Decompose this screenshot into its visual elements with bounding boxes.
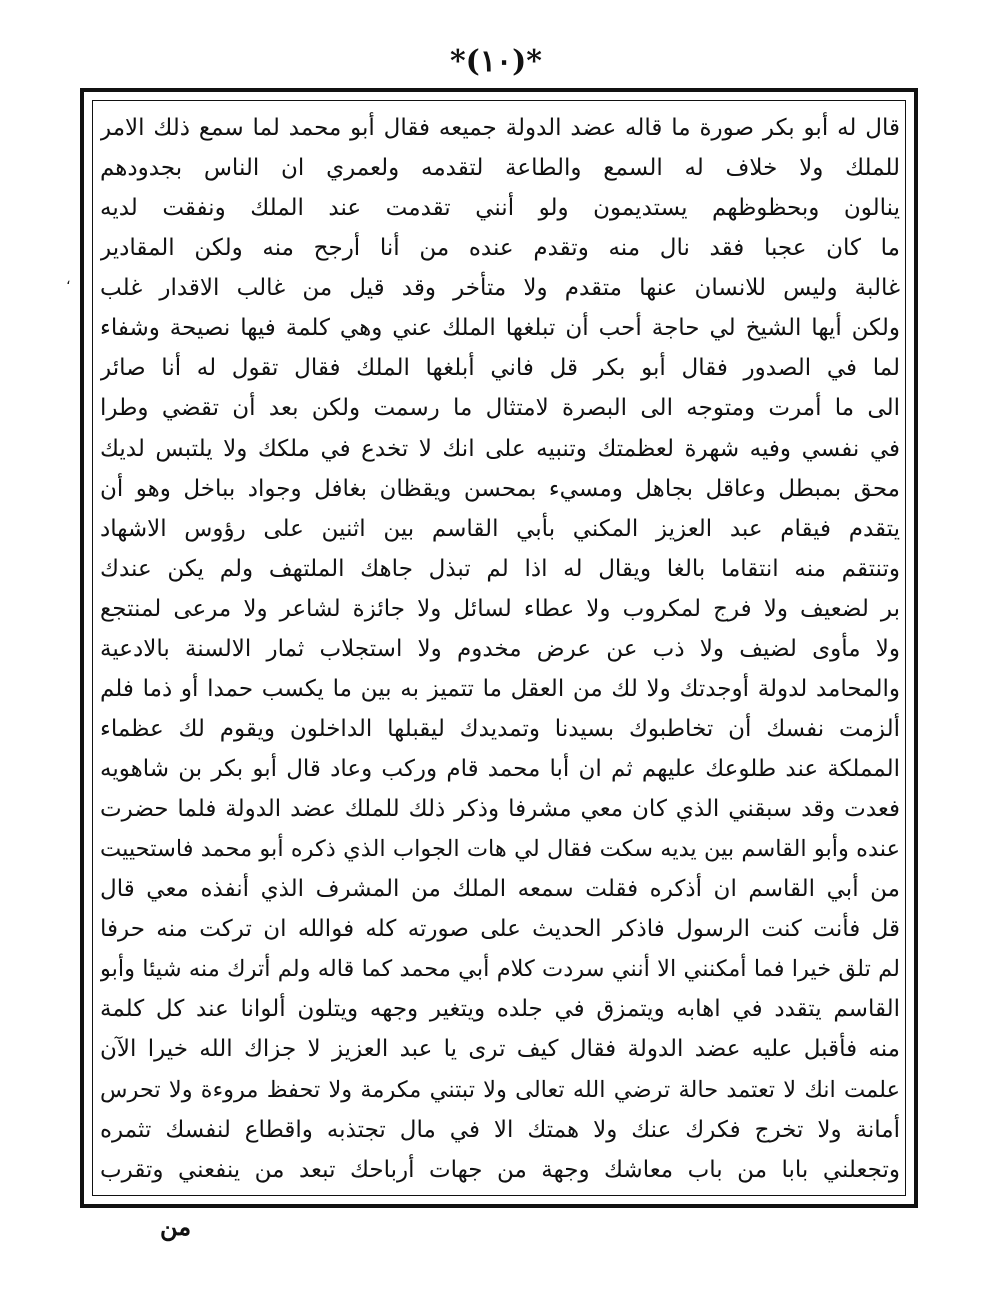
text-line: للملك ولا خلاف له السمع والطاعة لتقدمه ولعمري ان الناس بجدودهم bbox=[100, 155, 900, 182]
text-line: من أبي القاسم ان أذكره فقلت سمعه الملك من المشرف الذي أنفذه معي قال bbox=[100, 876, 900, 903]
text-line: لما في الصدور فقال أبو بكر قل فاني أبلغها الملك فقال تقول له أنا صائر bbox=[100, 355, 900, 382]
text-line: يتقدم فيقام عبد العزيز المكني بأبي القاسم بين اثنين على رؤوس الاشهاد bbox=[100, 515, 900, 542]
text-line: القاسم يتقدد في اهابه ويتمزق في جلده ويتغير وجهه ويتلون ألوانا عند كل كلمة bbox=[100, 996, 900, 1023]
body-text bbox=[100, 108, 900, 1190]
text-line: غالبة وليس للانسان عنها متقدم ولا متأخر وقد قيل من غالب الاقدار غلب bbox=[100, 275, 900, 302]
text-line: ما كان عجبا فقد نال منه وتقدم عنده من أنا أرجح منه ولكن المقادير bbox=[100, 235, 900, 262]
text-line: المملكة عند طلوعك عليهم ثم ان أبا محمد قام وركب وعاد قال أبو بكر بن شاهويه bbox=[100, 756, 900, 782]
text-line: قال له أبو بكر صورة ما قاله عضد الدولة جميعه فقال أبو محمد لما سمع ذلك الامر bbox=[100, 115, 900, 141]
text-line: منه فأقبل عليه عضد الدولة فقال كيف ترى يا عبد العزيز لا جزاك الله خيرا الآن bbox=[100, 1036, 900, 1063]
catchword: من bbox=[160, 1212, 192, 1241]
text-line: بر لضعيف ولا فرج لمكروب ولا عطاء لسائل ولا جائزة لشاعر ولا مرعى لمنتجع bbox=[100, 595, 900, 622]
text-line: قل فأنت كنت الرسول فاذكر الحديث على صورته كله فوالله ان تركت منه حرفا bbox=[100, 916, 900, 943]
text-line: محق بمبطل وعاقل بجاهل ومسيء بمحسن ويقظان بغافل وجواد بباخل وهو أن bbox=[100, 475, 900, 502]
text-line: ألزمت نفسك أن تخاطبوك بسيدنا وتمديدك ليقبلها الداخلون ويقوم لك عظماء bbox=[100, 715, 900, 742]
margin-mark: ، bbox=[66, 272, 71, 288]
text-line: عنده وأبو القاسم بين يديه سكت فقال لي هات الجواب الذي ذكره أبو محمد فاستحييت bbox=[100, 836, 900, 863]
text-line: فعدت وقد سبقني الذي كان معي مشرفا وذكر ذلك للملك عضد الدولة فلما حضرت bbox=[100, 796, 900, 823]
page-number: *(١٠)* bbox=[449, 44, 542, 79]
text-line: في نفسي وفيه شهرة لعظمتك وتنبيه على انك لا تخدع في ملكك ولا يلتبس لديك bbox=[100, 435, 900, 462]
text-line: الى ما أمرت ومتوجه الى البصرة لامتثال ما رسمت ولكن بعد أن تقضي وطرا bbox=[100, 395, 900, 422]
text-line: والمحامد لدولة أوجدتك ولا لك من العقل ما تتميز به بين ما يكسب حمدا أو ذما فلم bbox=[100, 675, 900, 702]
text-line: وتنتقم منه انتقاما بالغا ويقال له اذا لم تبذل جاهك الملتهف ولم يكن عندك bbox=[100, 555, 900, 582]
text-line: ولا مأوى لضيف ولا ذب عن عرض مخدوم ولا استجلاب ثمار الالسنة بالادعية bbox=[100, 635, 900, 662]
text-line: لم تلق خيرا فما أمكنني الا أنني سردت كلام أبي محمد كما قاله ولم أترك منه شيئا وأبو bbox=[100, 956, 900, 983]
text-line: ينالون وبحظوظهم يستديمون ولو أنني تقدمت عند الملك ونفقت لديه bbox=[100, 195, 900, 222]
text-line: ولكن أيها الشيخ لي حاجة أحب أن تبلغها الملك عني وهي كلمة فيها نصيحة وشفاء bbox=[100, 315, 900, 342]
text-line: علمت انك لا تعتمد حالة ترضي الله تعالى ولا تبتني مكرمة ولا تحفظ مروءة ولا تحرس bbox=[100, 1076, 900, 1103]
text-line: وتجعلني بابا من باب معاشك وجهة من جهات أرباحك تبعد من ينفعني وتقرب bbox=[100, 1156, 900, 1183]
text-line: أمانة ولا تخرج فكرك عنك ولا همتك الا في مال تجتذبه واقطاع لنفسك تثمره bbox=[100, 1116, 900, 1143]
